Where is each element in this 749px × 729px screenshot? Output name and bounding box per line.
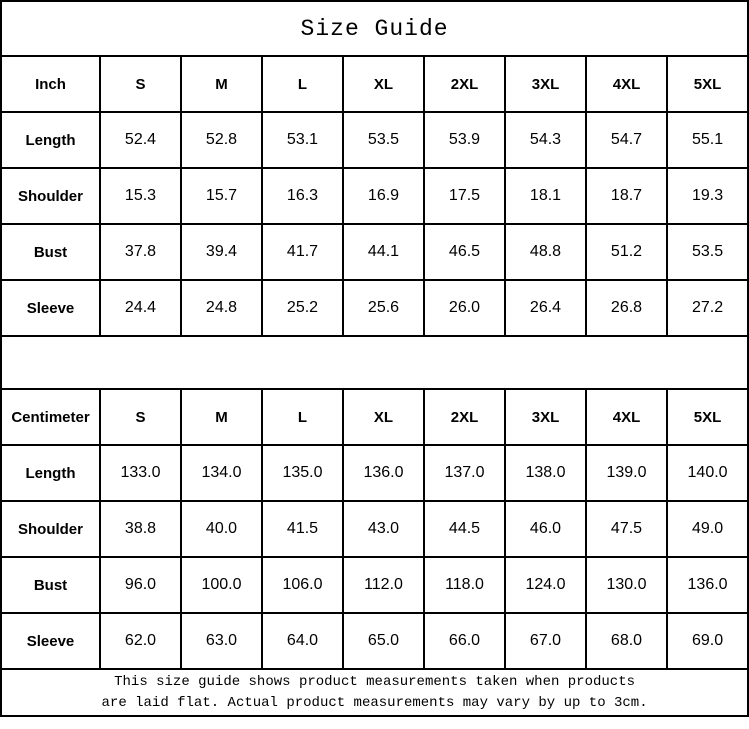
size-column-header-xl: XL — [343, 56, 424, 112]
measurement-value: 24.8 — [181, 280, 262, 336]
measurement-value: 112.0 — [343, 557, 424, 613]
cm-header-row — [1, 389, 748, 445]
measurement-value: 16.3 — [262, 168, 343, 224]
measurement-value: 53.9 — [424, 112, 505, 168]
measurement-value: 106.0 — [262, 557, 343, 613]
measurement-value: 55.1 — [667, 112, 748, 168]
measurement-value: 65.0 — [343, 613, 424, 669]
size-column-header-2xl: 2XL — [424, 389, 505, 445]
measure-row-label: Shoulder — [1, 168, 100, 224]
inch-header-row — [1, 56, 748, 112]
measure-row-label: Bust — [1, 557, 100, 613]
measurement-value: 41.5 — [262, 501, 343, 557]
size-column-header-3xl: 3XL — [505, 389, 586, 445]
size-column-header-m: M — [181, 56, 262, 112]
measurement-value: 26.8 — [586, 280, 667, 336]
measurement-value: 40.0 — [181, 501, 262, 557]
measurement-value: 133.0 — [100, 445, 181, 501]
size-column-header-4xl: 4XL — [586, 389, 667, 445]
measurement-value: 134.0 — [181, 445, 262, 501]
measure-row-label: Sleeve — [1, 280, 100, 336]
measurement-value: 27.2 — [667, 280, 748, 336]
measurement-value: 39.4 — [181, 224, 262, 280]
measurement-value: 53.5 — [343, 112, 424, 168]
measurement-value: 138.0 — [505, 445, 586, 501]
measurement-value: 24.4 — [100, 280, 181, 336]
measurement-value: 118.0 — [424, 557, 505, 613]
footer-note-line-1: This size guide shows product measurements taken when products — [114, 673, 635, 690]
size-column-header-4xl: 4XL — [586, 56, 667, 112]
cm-bust-row — [1, 557, 748, 613]
size-column-header-m: M — [181, 389, 262, 445]
measurement-value: 68.0 — [586, 613, 667, 669]
measurement-value: 52.8 — [181, 112, 262, 168]
measurement-value: 63.0 — [181, 613, 262, 669]
inch-sleeve-row — [1, 280, 748, 336]
size-column-header-5xl: 5XL — [667, 56, 748, 112]
measurement-value: 15.7 — [181, 168, 262, 224]
cm-length-row — [1, 445, 748, 501]
measurement-value: 44.5 — [424, 501, 505, 557]
inch-unit-header: Inch — [1, 56, 100, 112]
measurement-value: 96.0 — [100, 557, 181, 613]
cm-sleeve-row — [1, 613, 748, 669]
size-column-header-2xl: 2XL — [424, 56, 505, 112]
measurement-value: 136.0 — [667, 557, 748, 613]
measurement-value: 17.5 — [424, 168, 505, 224]
size-column-header-s: S — [100, 389, 181, 445]
measurement-value: 43.0 — [343, 501, 424, 557]
measurement-value: 124.0 — [505, 557, 586, 613]
measurement-value: 53.5 — [667, 224, 748, 280]
measurement-value: 137.0 — [424, 445, 505, 501]
measurement-value: 46.5 — [424, 224, 505, 280]
title-row — [1, 1, 748, 56]
measurement-value: 26.4 — [505, 280, 586, 336]
measurement-value: 140.0 — [667, 445, 748, 501]
measurement-value: 54.7 — [586, 112, 667, 168]
measurement-value: 135.0 — [262, 445, 343, 501]
size-column-header-l: L — [262, 56, 343, 112]
measurement-value: 25.6 — [343, 280, 424, 336]
inch-shoulder-row — [1, 168, 748, 224]
size-column-header-s: S — [100, 56, 181, 112]
measurement-value: 67.0 — [505, 613, 586, 669]
measurement-value: 38.8 — [100, 501, 181, 557]
measurement-value: 41.7 — [262, 224, 343, 280]
measurement-value: 139.0 — [586, 445, 667, 501]
measurement-value: 25.2 — [262, 280, 343, 336]
spacer-row — [1, 336, 748, 389]
measure-row-label: Sleeve — [1, 613, 100, 669]
measure-row-label: Length — [1, 112, 100, 168]
size-column-header-5xl: 5XL — [667, 389, 748, 445]
measurement-value: 69.0 — [667, 613, 748, 669]
measurement-value: 15.3 — [100, 168, 181, 224]
measurement-value: 66.0 — [424, 613, 505, 669]
measurement-value: 47.5 — [586, 501, 667, 557]
page-title: Size Guide — [1, 1, 748, 56]
measurement-value: 130.0 — [586, 557, 667, 613]
measurement-value: 62.0 — [100, 613, 181, 669]
table-gap-spacer — [1, 336, 748, 389]
measure-row-label: Length — [1, 445, 100, 501]
footer-row — [1, 669, 748, 716]
measurement-value: 16.9 — [343, 168, 424, 224]
measurement-value: 51.2 — [586, 224, 667, 280]
size-column-header-3xl: 3XL — [505, 56, 586, 112]
measurement-value: 19.3 — [667, 168, 748, 224]
footer-note — [1, 669, 748, 716]
measure-row-label: Bust — [1, 224, 100, 280]
measurement-value: 46.0 — [505, 501, 586, 557]
measurement-value: 49.0 — [667, 501, 748, 557]
measurement-value: 48.8 — [505, 224, 586, 280]
measurement-value: 52.4 — [100, 112, 181, 168]
measurement-value: 54.3 — [505, 112, 586, 168]
measurement-value: 37.8 — [100, 224, 181, 280]
measurement-value: 53.1 — [262, 112, 343, 168]
measurement-value: 26.0 — [424, 280, 505, 336]
measurement-value: 44.1 — [343, 224, 424, 280]
measure-row-label: Shoulder — [1, 501, 100, 557]
centimeter-unit-header: Centimeter — [1, 389, 100, 445]
cm-shoulder-row — [1, 501, 748, 557]
measurement-value: 100.0 — [181, 557, 262, 613]
footer-note-line-2: are laid flat. Actual product measurements may vary by up to 3cm. — [101, 694, 648, 711]
measurement-value: 64.0 — [262, 613, 343, 669]
measurement-value: 136.0 — [343, 445, 424, 501]
inch-length-row — [1, 112, 748, 168]
size-column-header-l: L — [262, 389, 343, 445]
measurement-value: 18.7 — [586, 168, 667, 224]
size-column-header-xl: XL — [343, 389, 424, 445]
inch-bust-row — [1, 224, 748, 280]
measurement-value: 18.1 — [505, 168, 586, 224]
